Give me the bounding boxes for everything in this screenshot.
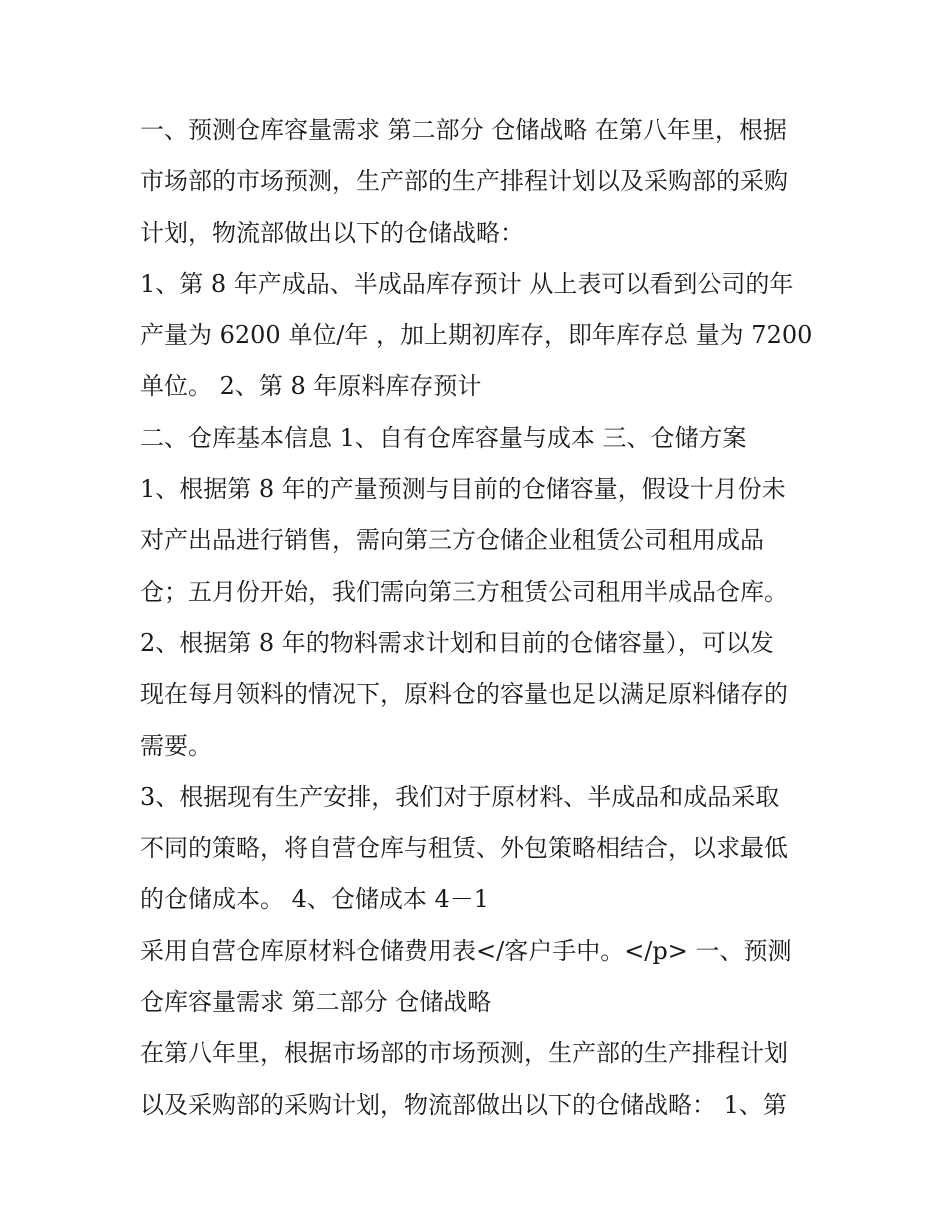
body-text xyxy=(140,105,840,1131)
text-line: 仓；五月份开始，我们需向第三方租赁公司租用半成品仓库。 xyxy=(140,577,788,606)
text-line: 需要。 xyxy=(140,731,212,760)
text-line: 在第八年里，根据市场部的市场预测，生产部的生产排程计划 xyxy=(140,1039,788,1068)
text-line: 市场部的市场预测，生产部的生产排程计划以及采购部的采购 xyxy=(140,167,788,196)
text-line: 产量为 6200 单位/年 ，加上期初库存，即年库存总 量为 7200 xyxy=(140,321,813,350)
text-line: 以及采购部的采购计划，物流部做出以下的仓储战略： 1、第 xyxy=(140,1090,787,1119)
text-line: 1、第 8 年产成品、半成品库存预计 从上表可以看到公司的年 xyxy=(140,269,794,298)
text-line: 2、根据第 8 年的物料需求计划和目前的仓储容量），可以发 xyxy=(140,628,774,657)
text-line: 对产出品进行销售，需向第三方仓储企业租赁公司租用成品 xyxy=(140,526,764,555)
text-line: 现在每月领料的情况下，原料仓的容量也足以满足原料储存的 xyxy=(140,680,788,709)
text-line: 的仓储成本。 4、仓储成本 4－1 xyxy=(140,885,490,914)
text-line: 一、预测仓库容量需求 第二部分 仓储战略 在第八年里，根据 xyxy=(140,116,787,144)
text-line: 计划，物流部做出以下的仓储战略： xyxy=(140,218,524,247)
text-line: 仓库容量需求 第二部分 仓储战略 xyxy=(140,988,492,1017)
text-line: 3、根据现有生产安排，我们对于原材料、半成品和成品采取 xyxy=(140,782,780,811)
text-line: 采用自营仓库原材料仓储费用表</客户手中。</p> 一、预测 xyxy=(140,936,792,965)
text-line: 单位。 2、第 8 年原料库存预计 xyxy=(140,372,482,401)
text-line: 二、仓库基本信息 1、自有仓库容量与成本 三、仓储方案 xyxy=(140,423,747,452)
text-line: 1、根据第 8 年的产量预测与目前的仓储容量，假设十月份未 xyxy=(140,475,786,504)
text-line: 不同的策略，将自营仓库与租赁、外包策略相结合，以求最低 xyxy=(140,834,788,863)
